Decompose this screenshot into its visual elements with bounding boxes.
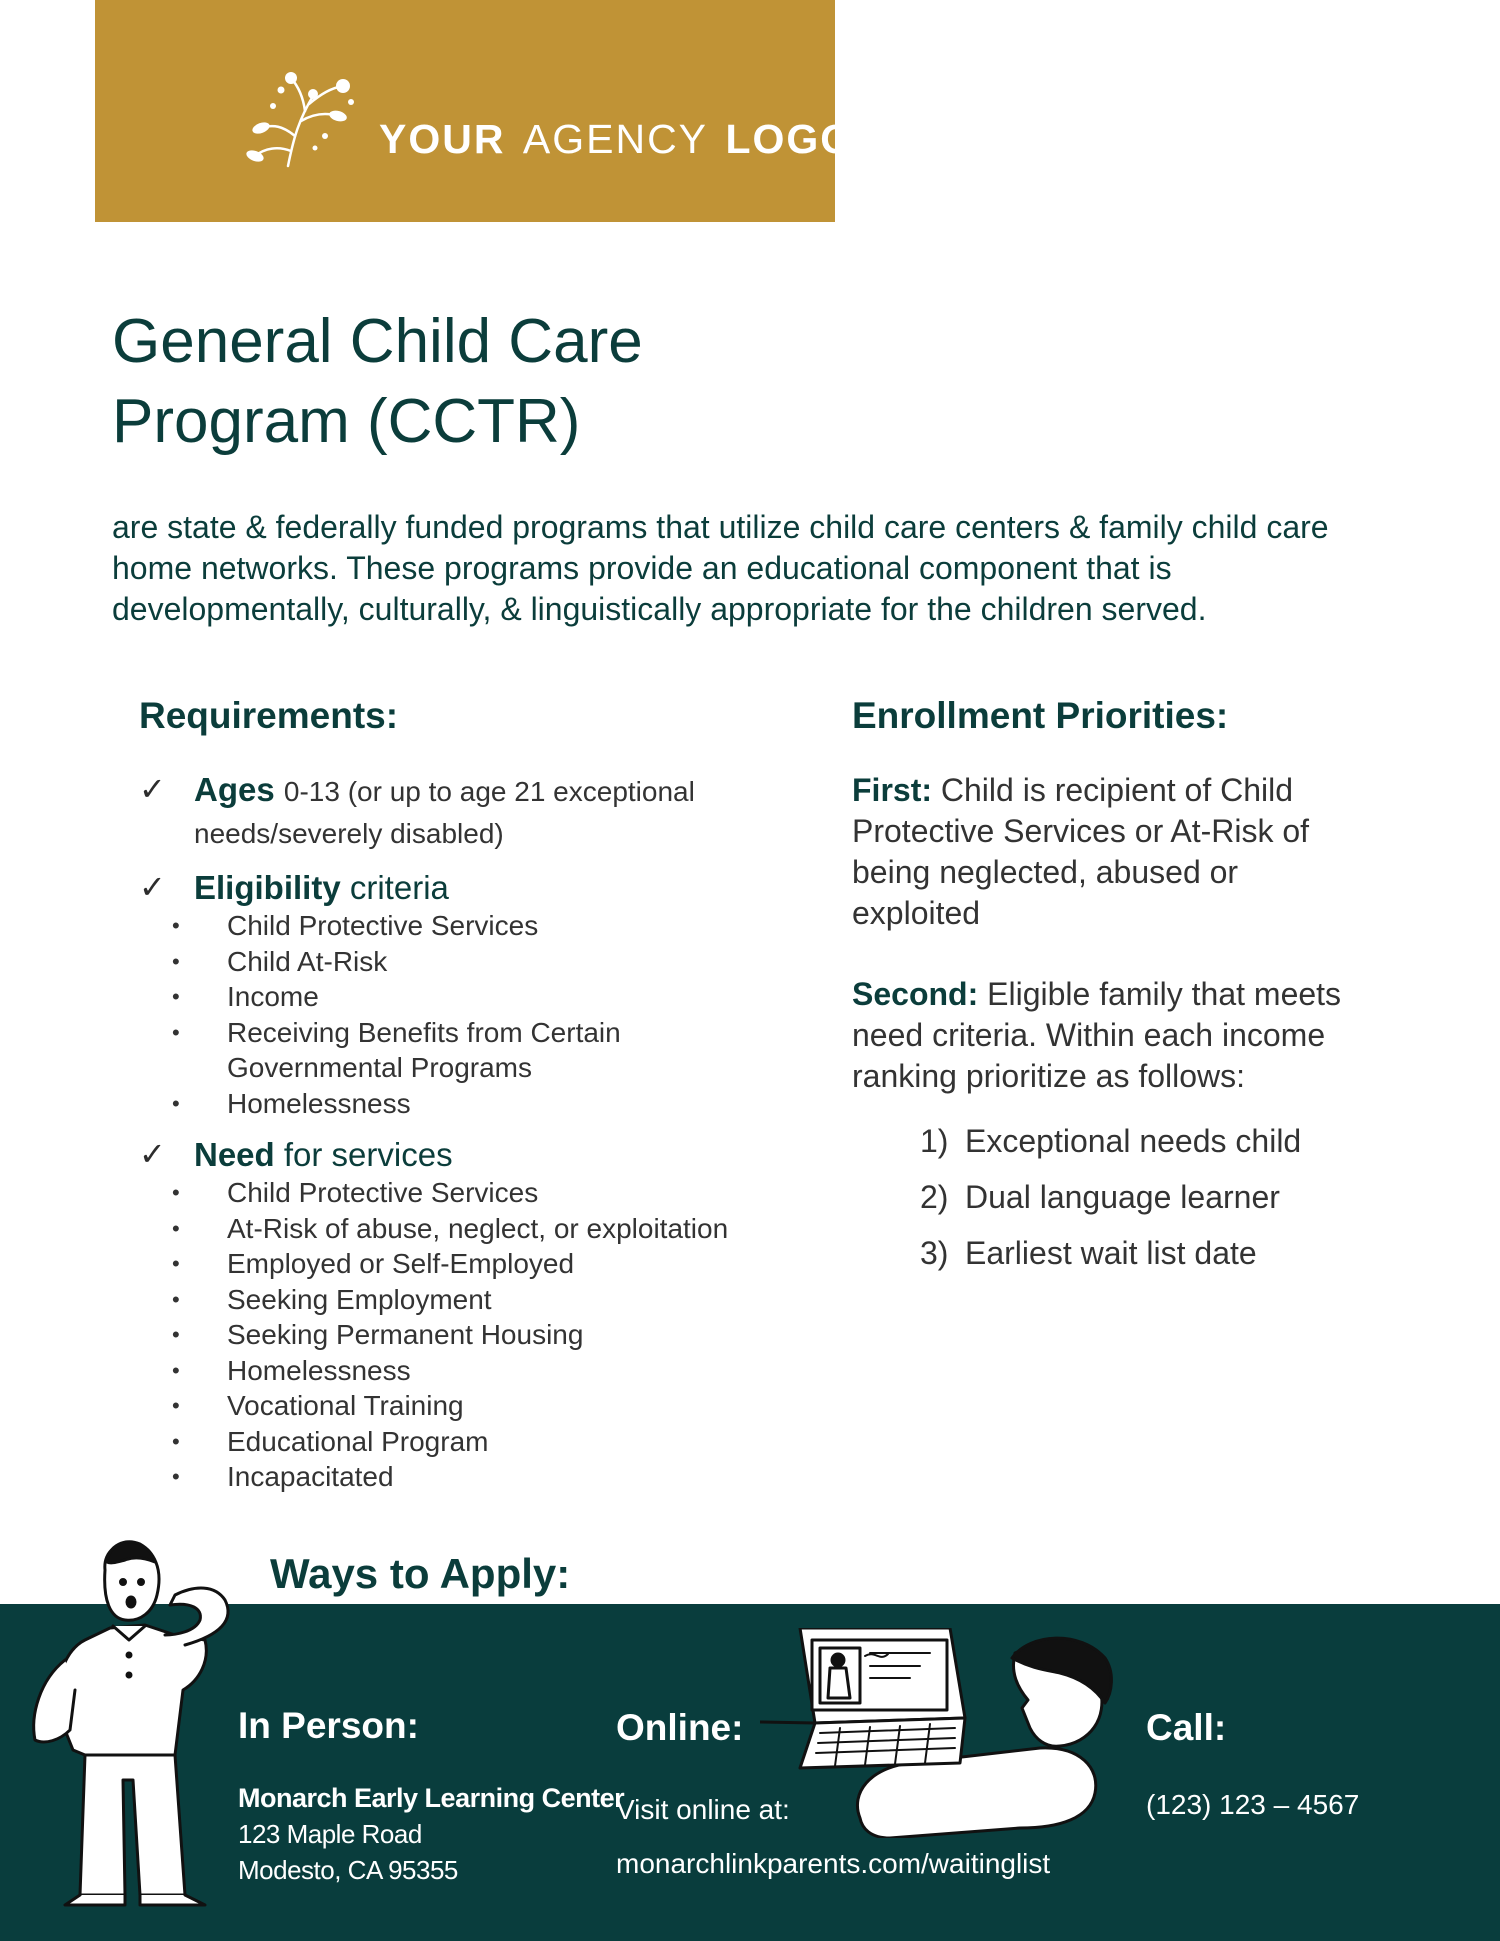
address-line-2: Modesto, CA 95355 xyxy=(238,1855,458,1885)
list-item: • Employed or Self-Employed xyxy=(172,1246,779,1282)
list-item: 2) Dual language learner xyxy=(920,1179,1280,1215)
ages-text: 0-13 (or up to age 21 exceptional needs/severely disabled) xyxy=(194,776,695,849)
priority-list xyxy=(920,1113,1352,1281)
second-text: Eligible family that meets need criteria. Within each income ranking prioritize as follows: xyxy=(852,976,1342,1094)
online-lead: Visit online at: xyxy=(616,1794,790,1825)
list-item: • Vocational Training xyxy=(172,1388,779,1424)
requirements-list xyxy=(139,770,779,1495)
checkmark-icon: ✓ xyxy=(139,1135,166,1173)
list-item: • Child Protective Services xyxy=(172,1175,779,1211)
list-item: • Seeking Employment xyxy=(172,1282,779,1318)
checkmark-icon: ✓ xyxy=(139,868,166,906)
call-heading: Call: xyxy=(1146,1707,1227,1748)
page-title xyxy=(112,302,643,462)
list-item: • Incapacitated xyxy=(172,1459,779,1495)
intro-paragraph: are state & federally funded programs that utilize child care centers & family child care home networks. These programs provide an educational component that is developmentally, culturally, & linguistically appropriate for the children served. xyxy=(112,509,1329,627)
list-item: 1) Exceptional needs child xyxy=(920,1123,1302,1159)
ways-to-apply-heading: Ways to Apply: xyxy=(270,1550,571,1597)
list-item: • At-Risk of abuse, neglect, or exploitation xyxy=(172,1211,779,1247)
second-priority xyxy=(852,974,1352,1097)
need-suffix: for services xyxy=(283,1136,453,1173)
org-name: Monarch Early Learning Center xyxy=(238,1783,625,1813)
in-person-heading: In Person: xyxy=(238,1705,419,1746)
flower-sprig-icon xyxy=(243,66,368,176)
ages-label: Ages xyxy=(194,771,275,808)
need-label: Need xyxy=(194,1136,275,1173)
requirements-heading: Requirements: xyxy=(139,695,399,736)
agency-logo xyxy=(95,0,855,222)
second-label: Second: xyxy=(852,976,979,1012)
eligibility-suffix: criteria xyxy=(349,869,449,906)
list-item: • Income xyxy=(172,979,779,1015)
requirement-need xyxy=(139,1135,779,1175)
online-heading: Online: xyxy=(616,1707,744,1748)
first-label: First: xyxy=(852,772,932,808)
requirement-ages xyxy=(139,770,779,854)
list-item: 3) Earliest wait list date xyxy=(920,1235,1257,1271)
need-items xyxy=(139,1175,779,1495)
phone-number[interactable]: (123) 123 – 4567 xyxy=(1146,1789,1360,1820)
eligibility-items xyxy=(139,908,779,1121)
title-line-2: Program (CCTR) xyxy=(112,387,581,456)
first-priority xyxy=(852,770,1352,934)
checkmark-icon: ✓ xyxy=(139,770,166,808)
online-url[interactable]: monarchlinkparents.com/waitinglist xyxy=(616,1848,1051,1879)
list-item: • Child At-Risk xyxy=(172,944,779,980)
logo-text: YOUR AGENCY LOGO xyxy=(379,116,855,162)
list-item: • Receiving Benefits from Certain Governmental Programs xyxy=(172,1015,779,1086)
priorities-heading: Enrollment Priorities: xyxy=(852,695,1229,736)
list-item: • Homelessness xyxy=(172,1086,779,1122)
list-item: • Child Protective Services xyxy=(172,908,779,944)
address-line-1: 123 Maple Road xyxy=(238,1819,422,1849)
list-item: • Homelessness xyxy=(172,1353,779,1389)
online-info xyxy=(616,1783,1050,1891)
priorities-section xyxy=(852,770,1352,1281)
in-person-address xyxy=(238,1780,624,1888)
requirement-eligibility xyxy=(139,868,779,908)
list-item: • Educational Program xyxy=(172,1424,779,1460)
title-line-1: General Child Care xyxy=(112,307,643,376)
eligibility-label: Eligibility xyxy=(194,869,341,906)
first-text: Child is recipient of Child Protective Services or At-Risk of being neglected, abused or exploited xyxy=(852,772,1310,931)
list-item: • Seeking Permanent Housing xyxy=(172,1317,779,1353)
